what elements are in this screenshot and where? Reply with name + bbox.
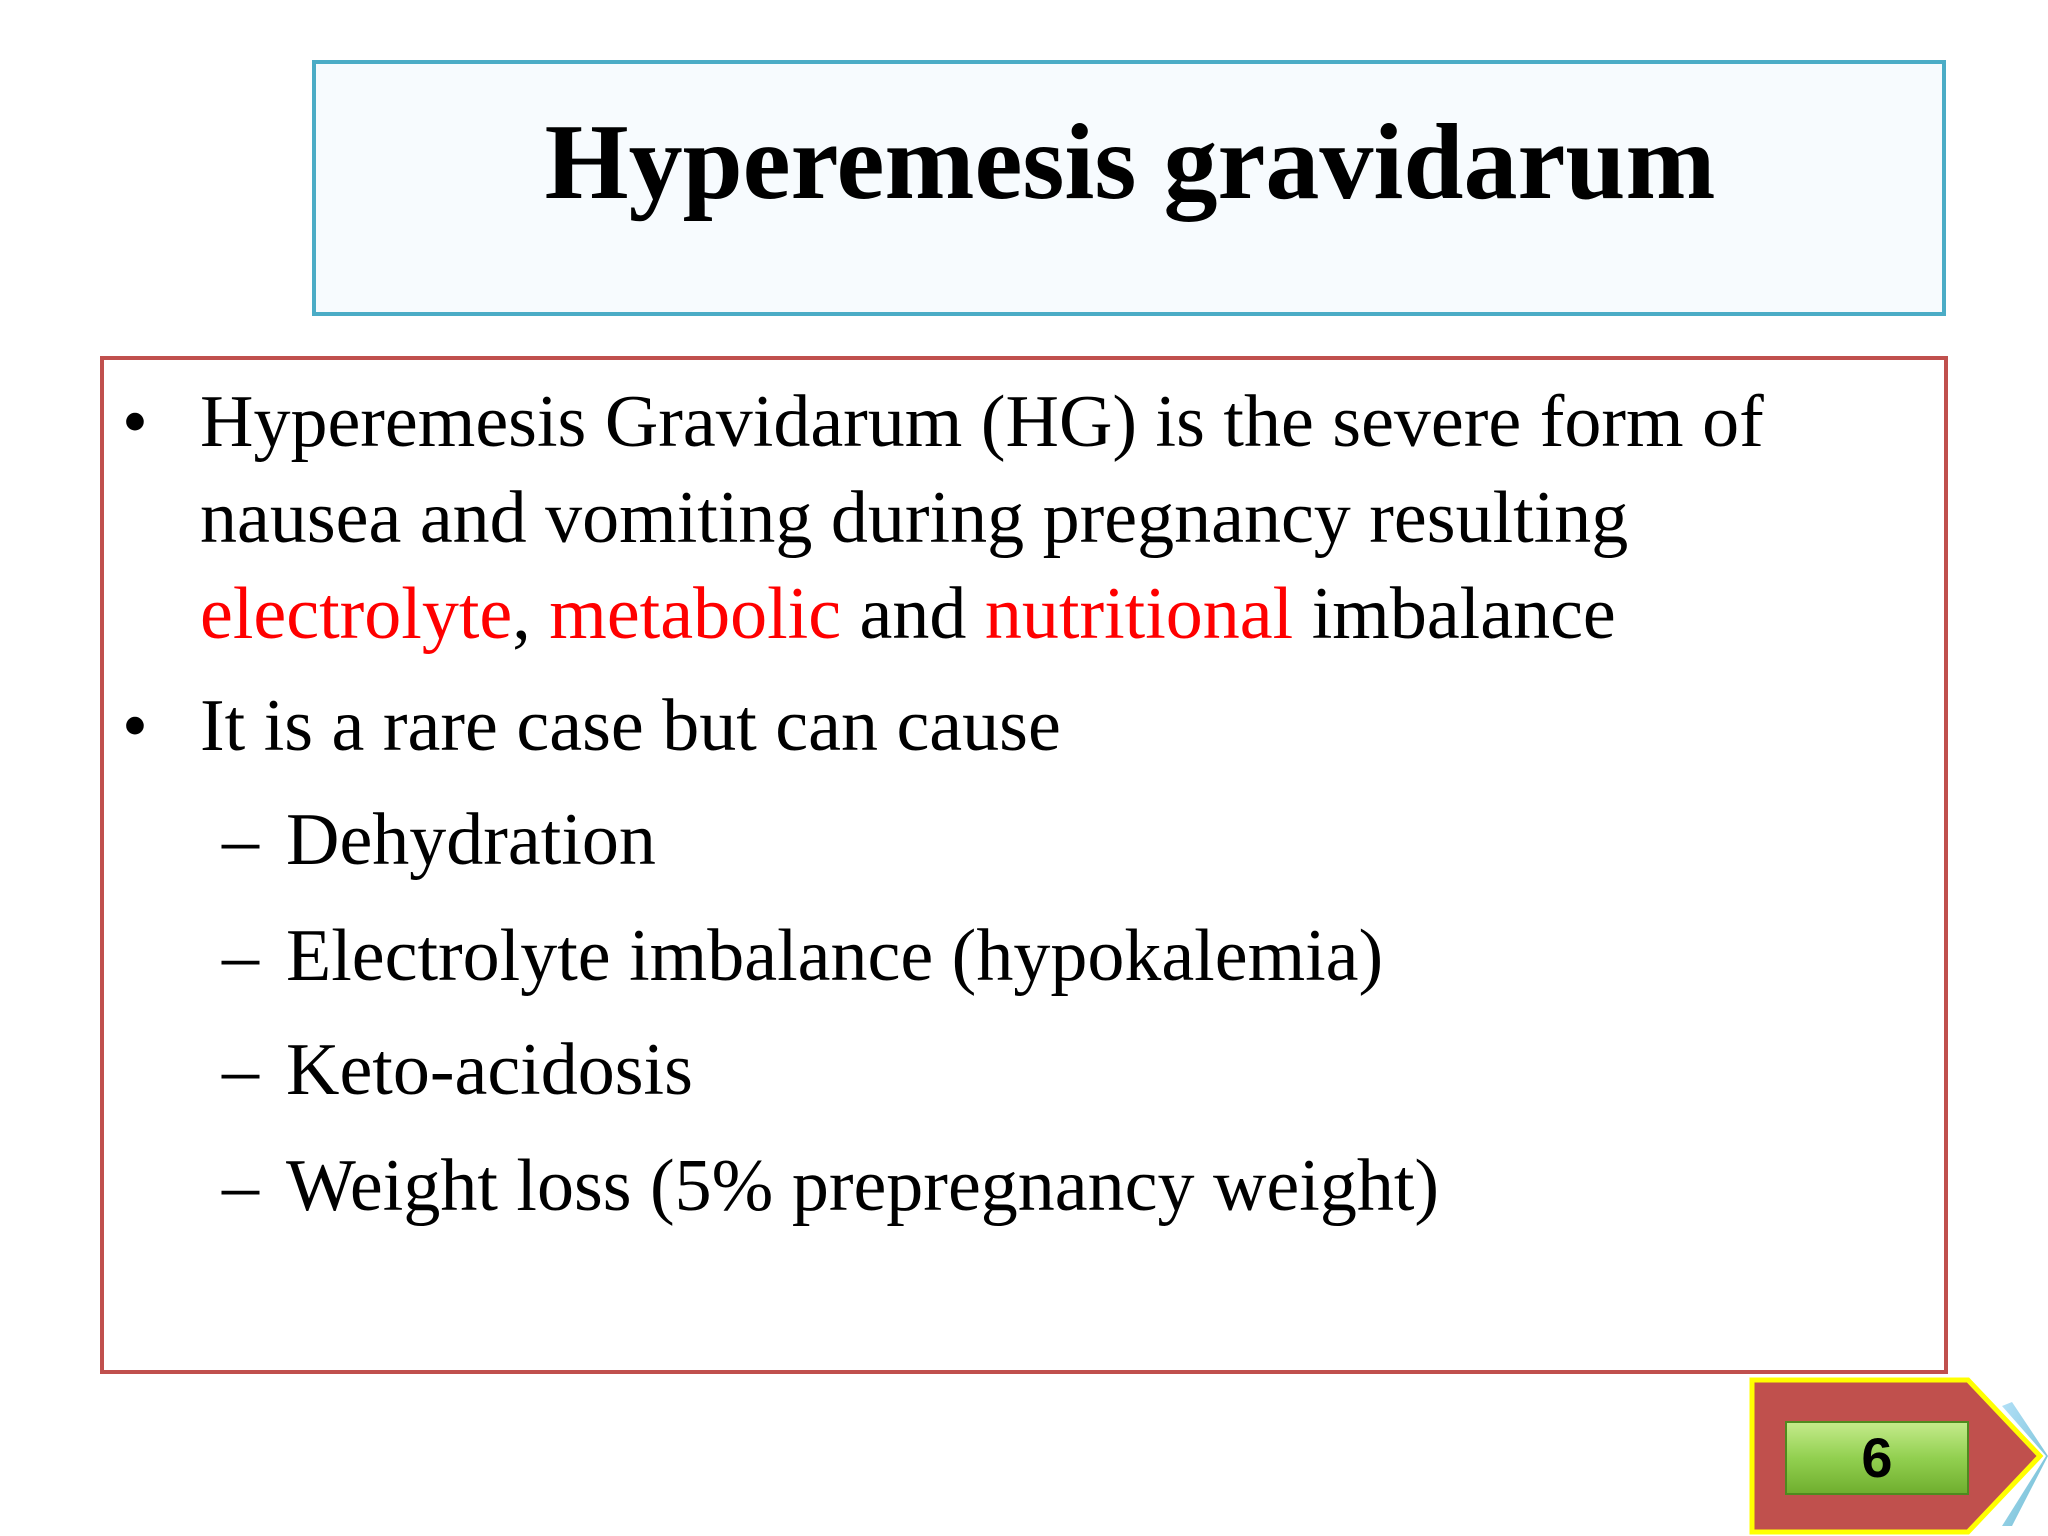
text-run: , xyxy=(512,573,550,655)
bullet-marker: • xyxy=(122,685,148,767)
dash-marker: – xyxy=(222,1145,259,1227)
dash-marker: – xyxy=(222,1029,259,1111)
subitem-keto-acidosis xyxy=(222,1030,693,1110)
text-run: Hyperemesis Gravidarum (HG) is the severe form of xyxy=(200,381,1764,463)
bullet-2-line-1 xyxy=(200,686,1061,766)
subitem-electrolyte-imbalance xyxy=(222,916,1383,996)
text-run: It is a rare case but can cause xyxy=(200,685,1061,767)
dash-marker: – xyxy=(222,915,259,997)
slide-title: Hyperemesis gravidarum xyxy=(544,103,1716,222)
highlight-nutritional: nutritional xyxy=(984,573,1294,655)
subitem-dehydration xyxy=(222,800,656,880)
subitem-text: Dehydration xyxy=(286,799,656,881)
subitem-text: Electrolyte imbalance (hypokalemia) xyxy=(286,915,1384,997)
bullet-1-line-3 xyxy=(200,574,1616,654)
text-run: imbalance xyxy=(1293,573,1616,655)
text-run: nausea and vomiting during pregnancy resulting xyxy=(200,477,1629,559)
subitem-text: Weight loss (5% prepregnancy weight) xyxy=(286,1145,1440,1227)
slide-number: 6 xyxy=(1861,1426,1893,1489)
bullet-1-line-1 xyxy=(200,382,1764,462)
dash-marker: – xyxy=(222,799,259,881)
bullet-1-line-2 xyxy=(200,478,1628,558)
text-run: and xyxy=(841,573,985,655)
bullet-marker: • xyxy=(122,381,148,463)
subitem-weight-loss xyxy=(222,1146,1439,1226)
subitem-text: Keto-acidosis xyxy=(286,1029,693,1111)
highlight-metabolic: metabolic xyxy=(549,573,842,655)
highlight-electrolyte: electrolyte xyxy=(200,573,513,655)
